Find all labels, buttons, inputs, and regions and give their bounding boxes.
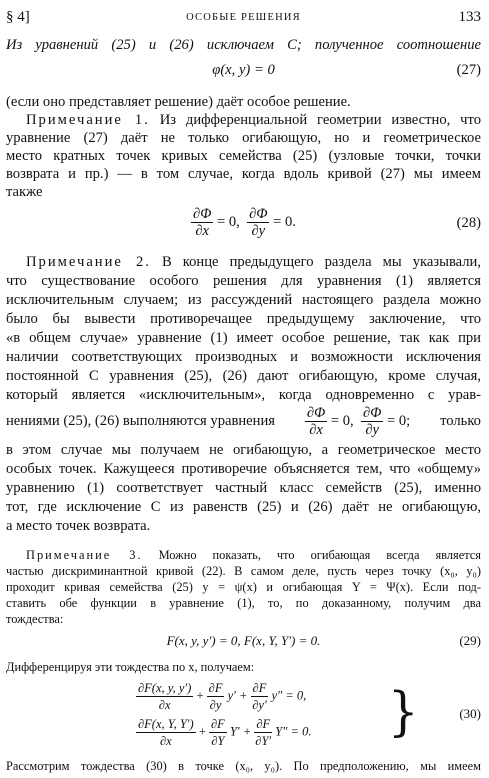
denominator: ∂y xyxy=(365,421,380,438)
fraction xyxy=(191,206,213,239)
equation-number: (29) xyxy=(459,633,481,648)
text-line: уравнение (27) даёт не только огибающую, но и геометрическое xyxy=(6,130,481,146)
numerator: ∂F xyxy=(208,681,223,695)
equation-body: $\frac{\partial F(x, Y, Y')}{\partial x}$ + $\frac{\partial F}{\partial Y}$ Y′ + $\frac{\partial F}{\partial Y'}$ Y″ = 0. xyxy=(138,717,312,748)
denominator: ∂x xyxy=(195,223,210,239)
equation-text: Y′ + xyxy=(229,724,252,739)
equation-body: φ(x, y) = 0 xyxy=(212,62,275,78)
text-line: особых точек. Кажущееся противоречие объясняется тем, что «общему» xyxy=(6,461,481,477)
text-line: место кратных точек кривых семейства (25) (узловые точки, точки xyxy=(6,148,481,164)
text-line-with-formulas xyxy=(6,404,481,438)
equation-body: F(x, y, y′) = 0, F(x, Y, Y′) = 0. xyxy=(166,633,321,648)
equation-text: y″ = 0, xyxy=(271,688,307,703)
equation-28 xyxy=(6,206,481,242)
text-line: а место точек возврата. xyxy=(6,518,151,534)
formula-text: = 0, xyxy=(327,412,354,429)
text-line: Рассмотрим тождества (30) в точке (x₀, y₀). По предположению, мы имеем xyxy=(6,759,481,773)
text-line: ставить обе функции в уравнение (1), то, по доказанному, получим два xyxy=(6,596,481,610)
page-number: 133 xyxy=(458,9,481,25)
text-line: было бы вывести противоречащее предыдущему заключение, что xyxy=(6,311,481,327)
equation-text: = 0, xyxy=(213,213,240,230)
equation-body: $\frac{\partial F(x, y, y')}{\partial x}$ + $\frac{\partial F}{\partial y}$ y′ + $\frac{\partial F}{\partial y'}$ y″ = 0, xyxy=(138,681,307,712)
equation-text: Y″ = 0. xyxy=(275,724,312,739)
equation-29 xyxy=(6,633,481,651)
numerator: ∂F xyxy=(252,681,267,695)
denominator: ∂Y xyxy=(211,734,225,748)
text-line: также xyxy=(6,184,43,200)
fraction xyxy=(361,405,383,438)
text-line: Из уравнений (25) и (26) исключаем C; полученное соотношение xyxy=(6,37,481,53)
right-brace: } xyxy=(388,681,419,743)
running-header xyxy=(6,9,481,27)
denominator: ∂y xyxy=(251,223,266,239)
equation-number: (28) xyxy=(456,215,481,231)
denominator: ∂x xyxy=(158,698,171,712)
text-line: наличии соответствующих производных и возможности исключения xyxy=(6,349,481,365)
numerator: ∂Φ xyxy=(193,206,212,222)
text-line: (если оно представляет решение) даёт особое решение. xyxy=(6,94,351,110)
text-span: только xyxy=(440,413,481,429)
text-line: проходит кривая семейства (25) y = ψ(x) и огибающая Y = Ψ(x). Если под- xyxy=(6,580,481,594)
text-span: Из дифференциальной геометрии известно, что xyxy=(159,112,481,128)
note-2-first-line xyxy=(6,253,481,271)
note-label: Примечание 1. xyxy=(26,112,150,128)
equation-body xyxy=(6,206,481,239)
text-line: постоянной C уравнения (25), (26) дают огибающую, кроме случая, xyxy=(6,368,481,384)
fraction xyxy=(247,206,269,239)
text-line: что существование особого решения для уравнения (1) является xyxy=(6,273,481,289)
numerator: ∂Φ xyxy=(363,404,382,421)
note-label: Примечание 3. xyxy=(26,548,143,562)
inline-formulas xyxy=(305,405,410,438)
numerator: ∂Φ xyxy=(249,206,268,222)
equation-30-number xyxy=(6,706,481,724)
note-1-first-line xyxy=(6,111,481,129)
text-line: частью дискриминантной кривой (22). В самом деле, пусть через точку (x₀, y₀) xyxy=(6,564,481,578)
formula-text: = 0; xyxy=(383,412,411,429)
numerator: ∂F xyxy=(256,717,271,731)
denominator: ∂x xyxy=(309,421,323,438)
numerator: ∂F xyxy=(211,717,225,731)
text-span: В конце предыдущего раздела мы указывали, xyxy=(161,254,481,270)
text-line: который является «исключительным», когда одновременно с урав- xyxy=(6,387,481,403)
text-line: «в общем случае» уравнение (1) имеет особое решение, так как при xyxy=(6,330,481,346)
denominator: ∂y xyxy=(209,698,222,712)
denominator: ∂y′ xyxy=(252,698,267,712)
equation-27 xyxy=(6,62,481,82)
text-span: нениями (25), (26) выполняются уравнения xyxy=(6,413,275,429)
equation-number: (27) xyxy=(456,62,481,78)
equation-number: (30) xyxy=(459,706,481,721)
numerator: ∂Φ xyxy=(306,404,326,421)
numerator: ∂F(x, y, y′) xyxy=(138,681,192,695)
fraction xyxy=(305,405,327,438)
text-line: в этом случае мы получаем не огибающую, а геометрическое место xyxy=(6,442,481,458)
denominator: ∂x xyxy=(159,734,172,748)
equation-text: = 0. xyxy=(269,213,296,230)
text-line: исключительным случаем; из рассуждений настоящего раздела можно xyxy=(6,292,481,308)
note-label: Примечание 2. xyxy=(26,254,151,270)
text-line: возврата и пр.) — в том случае, когда вдоль кривой (27) мы имеем xyxy=(6,166,481,182)
numerator: ∂F(x, Y, Y′) xyxy=(138,717,194,731)
running-title: ОСОБЫЕ РЕШЕНИЯ xyxy=(186,12,301,23)
text-line: тот, где исключение C из равенств (25) и (26) даёт не огибающую, xyxy=(6,499,481,515)
text-span: Можно показать, что огибающая всегда является xyxy=(158,548,481,562)
text-line: тождества: xyxy=(6,612,64,626)
text-line: Дифференцируя эти тождества по x, получаем: xyxy=(6,660,255,674)
denominator: ∂Y′ xyxy=(255,734,272,748)
text-line: уравнению (1) соответствует частный класс семейств (25), именно xyxy=(6,480,481,496)
note-3-first-line xyxy=(6,547,481,563)
section-number: § 4] xyxy=(6,9,30,25)
equation-text: y′ + xyxy=(227,688,248,703)
